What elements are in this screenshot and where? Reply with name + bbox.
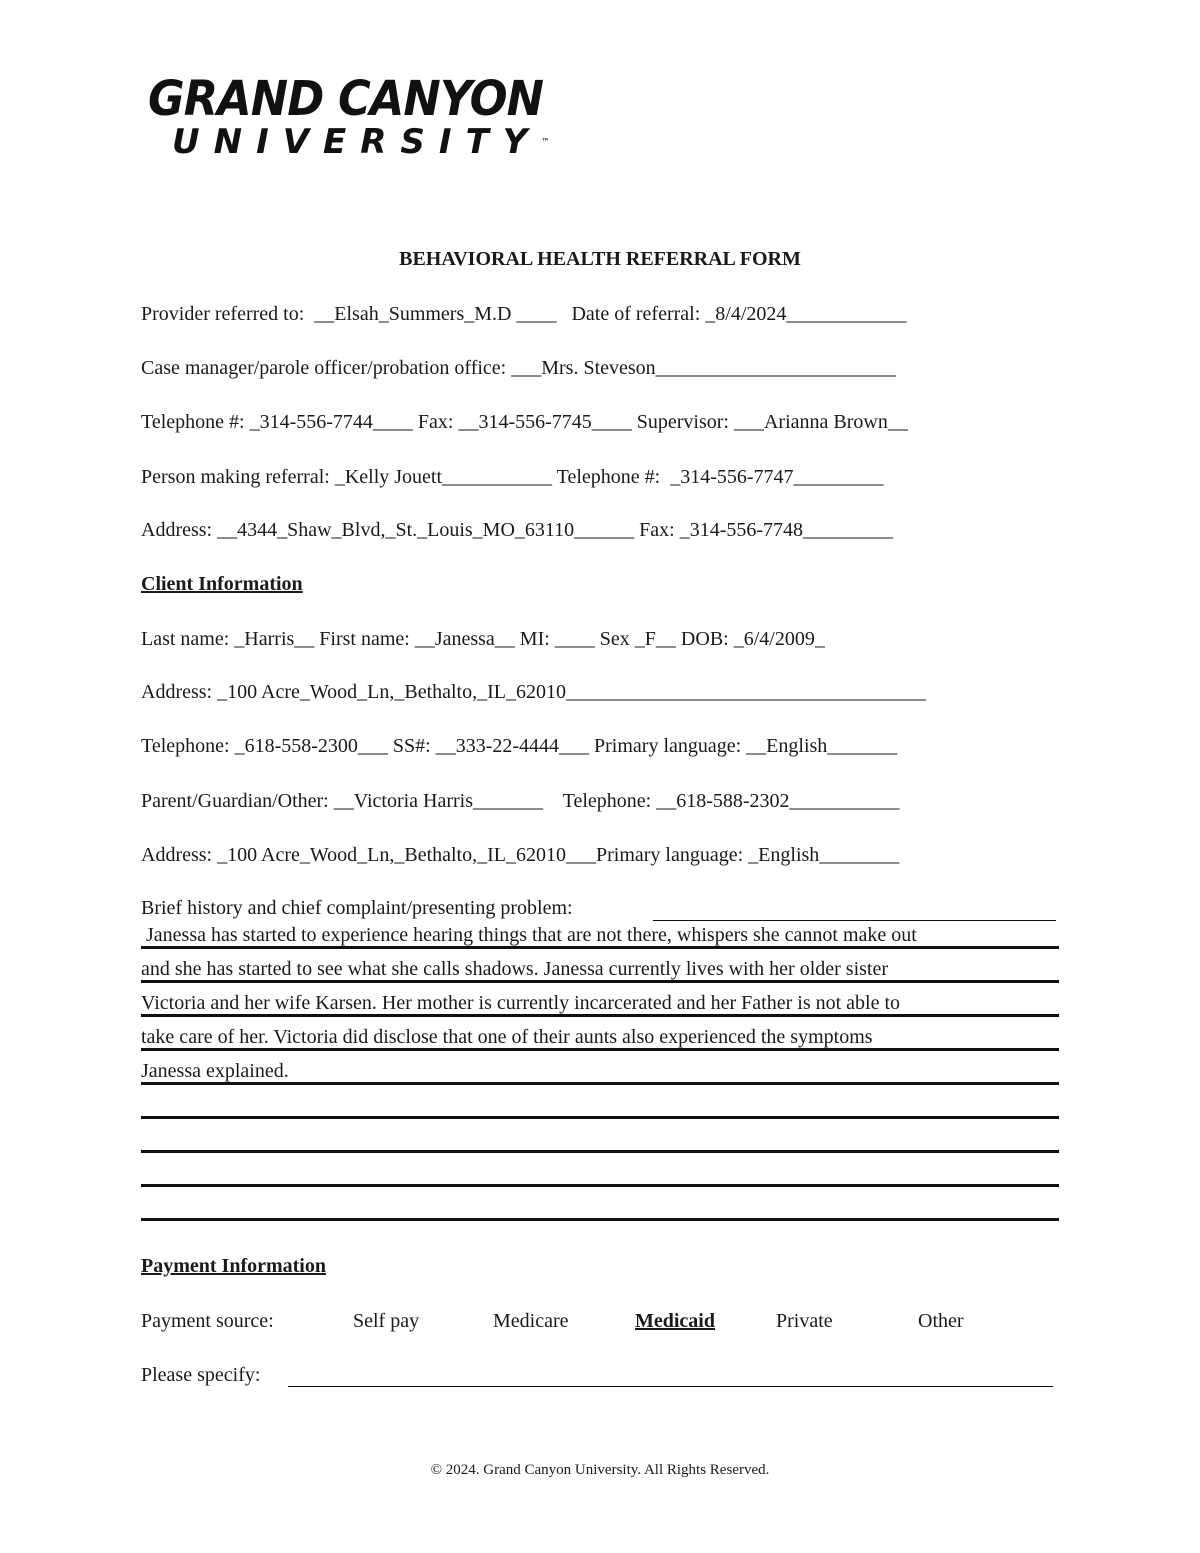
client-phone-row: Telephone: _618-558-2300___ SS#: __333-22-4444___ Primary language: __English_______ xyxy=(141,735,898,757)
payment-option-medicare: Medicare xyxy=(493,1310,569,1332)
history-line-9 xyxy=(141,1196,1059,1221)
telephone-row: Telephone #: _314-556-7744____ Fax: __314-556-7745____ Supervisor: ___Arianna Brown__ xyxy=(141,411,908,433)
history-line-3: Victoria and her wife Karsen. Her mother is currently incarcerated and her Father is not able to xyxy=(141,992,1059,1017)
provider-row: Provider referred to: __Elsah_Summers_M.D ____ Date of referral: _8/4/2024____________ xyxy=(141,303,907,325)
logo-university-text: UNIVERSITY xyxy=(172,122,542,162)
payment-information-heading: Payment Information xyxy=(141,1255,326,1277)
payment-source-label: Payment source: xyxy=(141,1310,274,1332)
referrer-address-row: Address: __4344_Shaw_Blvd,_St._Louis_MO_63110______ Fax: _314-556-7748_________ xyxy=(141,519,894,541)
payment-option-other: Other xyxy=(918,1310,964,1332)
logo-trademark: ™ xyxy=(541,137,550,146)
copyright-footer: © 2024. Grand Canyon University. All Rights Reserved. xyxy=(430,1462,770,1478)
logo-line-university xyxy=(172,124,573,160)
history-line-2: and she has started to see what she calls shadows. Janessa currently lives with her older sister xyxy=(141,958,1059,983)
history-line-5: Janessa explained. xyxy=(141,1060,1059,1085)
guardian-address-row: Address: _100 Acre_Wood_Ln,_Bethalto,_IL_62010___Primary language: _English________ xyxy=(141,844,900,866)
payment-option-medicaid: Medicaid xyxy=(635,1310,715,1332)
referrer-row: Person making referral: _Kelly Jouett___________ Telephone #: _314-556-7747_________ xyxy=(141,466,884,488)
logo-line-grand-canyon: GRAND CANYON xyxy=(148,71,544,127)
history-label-underline xyxy=(653,920,1056,921)
history-line-1: Janessa has started to experience hearing things that are not there, whispers she cannot make out xyxy=(141,924,1059,949)
please-specify-label: Please specify: xyxy=(141,1364,266,1386)
client-name-row: Last name: _Harris__ First name: __Janessa__ MI: ____ Sex _F__ DOB: _6/4/2009_ xyxy=(141,628,825,650)
client-information-heading: Client Information xyxy=(141,573,303,595)
case-manager-row: Case manager/parole officer/probation office: ___Mrs. Steveson________________________ xyxy=(141,357,896,379)
university-logo xyxy=(148,71,573,162)
payment-option-private: Private xyxy=(776,1310,833,1332)
history-line-8 xyxy=(141,1162,1059,1187)
guardian-row: Parent/Guardian/Other: __Victoria Harris_______ Telephone: __618-588-2302___________ xyxy=(141,790,900,812)
history-line-6 xyxy=(141,1094,1059,1119)
history-line-7 xyxy=(141,1128,1059,1153)
history-label: Brief history and chief complaint/presenting problem: xyxy=(141,897,578,919)
payment-option-self-pay: Self pay xyxy=(353,1310,420,1332)
history-line-4: take care of her. Victoria did disclose that one of their aunts also experienced the symptoms xyxy=(141,1026,1059,1051)
form-title: BEHAVIORAL HEALTH REFERRAL FORM xyxy=(399,248,801,270)
please-specify-line xyxy=(288,1386,1053,1387)
client-address-row: Address: _100 Acre_Wood_Ln,_Bethalto,_IL_62010____________________________________ xyxy=(141,681,926,703)
